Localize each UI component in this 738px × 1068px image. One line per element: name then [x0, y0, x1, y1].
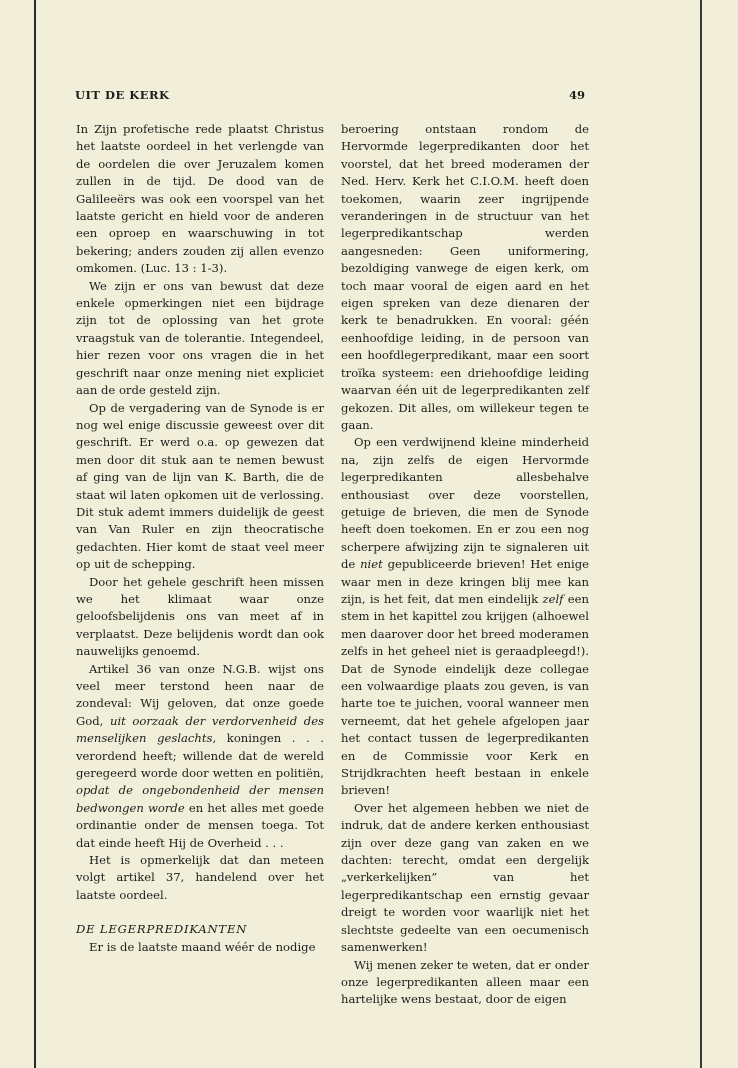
italic-word: zelf	[542, 591, 564, 606]
italic-quote: uit oorzaak der verdorvenheid des menselijken geslachts,	[76, 713, 325, 746]
paragraph: Door het gehele geschrift heen missen we het klimaat waar onze geloofsbelijdenis ons van meet af in verplaatst. Deze belijdenis wordt dan ook nauwelijks genoemd.	[76, 574, 324, 659]
text-run: Artikel 36 van onze N.G.B. wijst ons veel meer terstond heen naar de zondeval: Wij geloven, dat onze goede God,	[76, 661, 324, 728]
text-run: koningen . . . verordend heeft; willende dat de wereld geregeerd worde door wetten en politiën,	[76, 731, 325, 781]
paragraph: beroering ontstaan rondom de Hervormde legerpredikanten door het voorstel, dat het breed moderamen der Ned. Herv. Kerk het C.I.O.M. heeft doen toekomen, waarin zeer ingrijpende veranderingen in de structuur van het legerpredikantschap werden aangesneden: Geen uniformering, bezoldiging vanwege de eigen kerk, om toch maar vooral de eigen aard en het eigen spreken van deze dienaren der kerk te benadrukken. En vooral: géén eenhoofdige leiding, in de persoon van een hoofdlegerpredikant, maar een soort troïka systeem: een driehoofdige leiding waarvan één uit de legerpredikanten zelf gekozen. Dit alles, om willekeur tegen te gaan.	[341, 122, 589, 432]
paragraph: Wij menen zeker te weten, dat er onder onze legerpredikanten alleen maar een hartelijke wens bestaat, door de eigen	[341, 957, 589, 1007]
paragraph: We zijn er ons van bewust dat deze enkele opmerkingen niet een bijdrage zijn tot de oplossing van het grote vraagstuk van de tolerantie. Integendeel, hier rezen voor ons vragen die in het geschrift naar onze mening niet expliciet aan de orde gesteld zijn.	[76, 278, 324, 398]
text-run: een stem in het kapittel zou krijgen (alhoewel men daarover door het breed moderamen zelfs in het geheel niet is geraadpleegd!). Dat de Synode eindelijk deze collegae een volwaardige plaats zou geven, is van harte toe te juichen, vooral wanneer men verneemt, dat het gehele afgelopen jaar het contact tussen de legerpredikanten en de Commissie voor Kerk en Strijdkrachten heeft bestaan in enkele brieven!	[341, 591, 589, 798]
scan-edge-left	[34, 0, 36, 1068]
text-run: Op een verdwijnend kleine minderheid na, zijn zelfs de eigen Hervormde legerpredikanten allesbehalve enthousiast over deze voorstellen, getuige de brieven, die men de Synode heeft doen toekomen. En er zou een nog scherpere afwijzing zijn te signaleren uit de	[341, 435, 589, 572]
paragraph: In Zijn profetische rede plaatst Christus het laatste oordeel in het verlengde van de oordelen die over Jeruzalem komen zullen in de tijd. De dood van de Galileeërs was ook een voorspel van het laatste gericht en hield voor de anderen een oproep en waarschuwing in tot bekering; anders zouden zij allen evenzo omkomen. (Luc. 13 : 1-3).	[76, 122, 324, 276]
running-head: UIT DE KERK	[75, 88, 170, 102]
paragraph: Op de vergadering van de Synode is er nog wel enige discussie geweest over dit geschrift. Er werd o.a. op gewezen dat men door dit stuk aan te nemen bewust af ging van de lijn van K. Barth, die de staat wil laten opkomen uit de verlossing. Dit stuk ademt immers duidelijk de geest van Van Ruler en zijn theocratische gedachten. Hier komt de staat veel meer op uit de schepping.	[76, 400, 324, 572]
italic-word: niet	[360, 557, 383, 572]
scan-edge-right	[700, 0, 702, 1068]
text-run: en het alles met goede ordinantie onder de mensen toega. Tot dat einde heeft Hij de Overheid . . .	[76, 800, 324, 850]
paragraph-synode	[341, 434, 589, 800]
italic-quote: opdat de ongebondenheid der mensen bedwongen worde	[76, 783, 324, 815]
text-run: gepubliceerde brieven! Het enige waar men in deze kringen blij mee kan zijn, is het feit, dat men eindelijk	[341, 557, 590, 606]
paragraph: Er is de laatste maand wéér de nodige	[89, 939, 316, 954]
paragraph: Het is opmerkelijk dat dan meteen volgt artikel 37, handelend over het laatste oordeel.	[76, 853, 324, 902]
page-number: 49	[568, 88, 585, 102]
left-column	[76, 121, 324, 956]
paragraph-article-36	[76, 661, 324, 852]
section-heading: DE LEGERPREDIKANTEN	[76, 922, 248, 937]
paragraph: Over het algemeen hebben we niet de indruk, dat de andere kerken enthousiast zijn over deze gang van zaken en we dachten: terecht, omdat een dergelijk „verkerkelijken” van het legerpredikantschap een ernstig gevaar dreigt te worden voor waarlijk niet het slechtste gedeelte van een oecumenisch samenwerken!	[341, 800, 589, 955]
right-column	[341, 121, 589, 1009]
